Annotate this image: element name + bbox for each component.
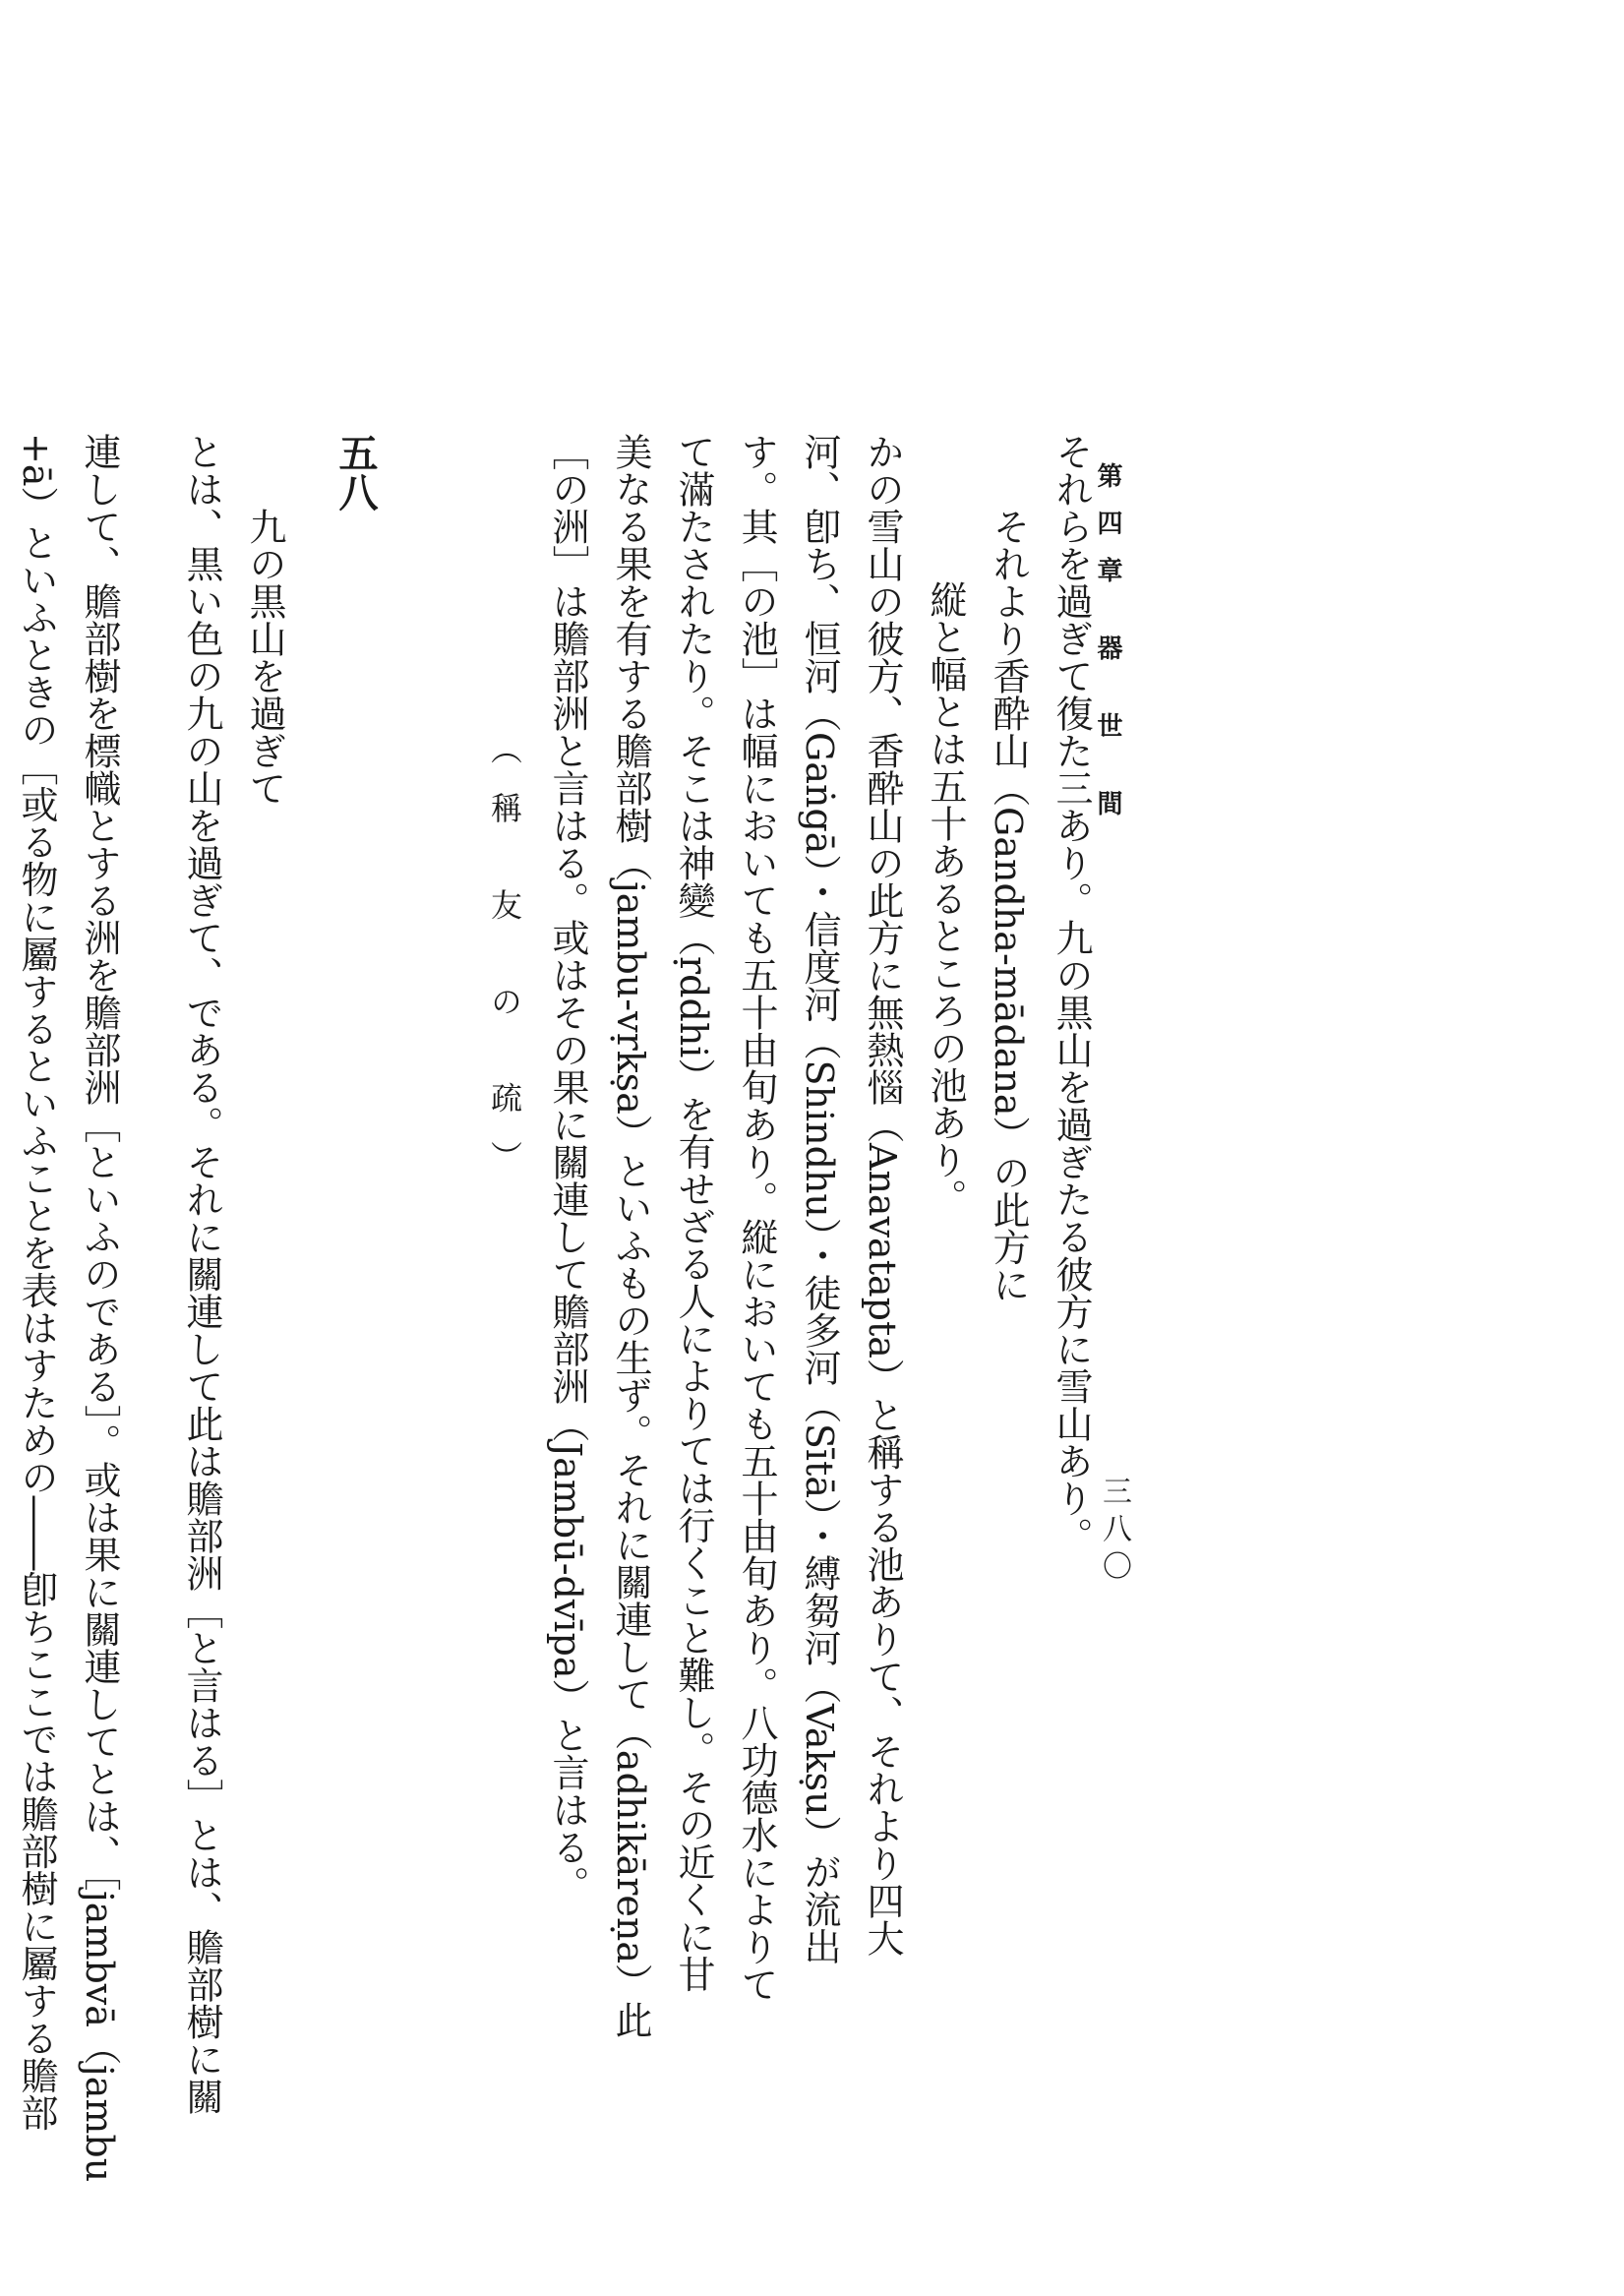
text-line: +ā）といふときの［或る物に屬するといふことを表はすための――卽ちここでは贍部樹に屬する贍部 [15, 433, 58, 2132]
vertical-text-body [15, 433, 1103, 2183]
verse-line: それより香酔山（Gandha-mādana）の此方に [987, 508, 1030, 1303]
text-line: とは、黒い色の九の山を過ぎて、である。それに關連して此は贍部洲［と言はる］とは、贍部樹に關 [180, 433, 223, 2115]
text-line: 河、卽ち、恒河（Gaṅgā）・信度河（Shindhu）・徒多河（Sītā）・縛芻河（Vakṣu）が流出 [798, 433, 841, 1965]
text-line: て滿たされたり。そこは神變（ṛddhi）を有せざる人によりては行くこと難し。その近くに甘 [672, 433, 715, 1993]
verse-line: 縦と幅とは五十あるところの池あり。 [924, 580, 967, 1216]
text-line: す。其［の池］は幅においても五十由旬あり。縦においても五十由旬あり。八功德水によりて [735, 433, 778, 2003]
section-number: 五八 [332, 433, 378, 512]
running-head: 第四章 器 世 間 [1093, 462, 1122, 838]
text-line: 美なる果を有する贍部樹（jambu-vṛkṣa）といふもの生ず。それに關連して（adhikāreṇa）此 [609, 433, 652, 2038]
page-number: 三八〇 [1097, 1476, 1131, 1588]
quoted-verse: 九の黒山を過ぎて [243, 508, 286, 807]
text-line: ［の洲］は贍部洲と言はる。或はその果に關連して贍部洲（Jambū-dvīpa）と言はる。 [546, 433, 589, 1903]
text-line: それらを過ぎて復た三あり。九の黒山を過ぎたる彼方に雪山あり。 [1050, 433, 1093, 1554]
text-line: かの雪山の彼方、香酔山の此方に無熱惱（Anavatapta）と稱する池ありて、それより四大 [861, 433, 904, 1957]
attribution: （稱 友 の 疏） [486, 733, 523, 1200]
text-line: 連して、贍部樹を標幟とする洲を贍部洲［といふのである］。或は果に關連してとは、［jambvā（jambu [78, 433, 121, 2183]
